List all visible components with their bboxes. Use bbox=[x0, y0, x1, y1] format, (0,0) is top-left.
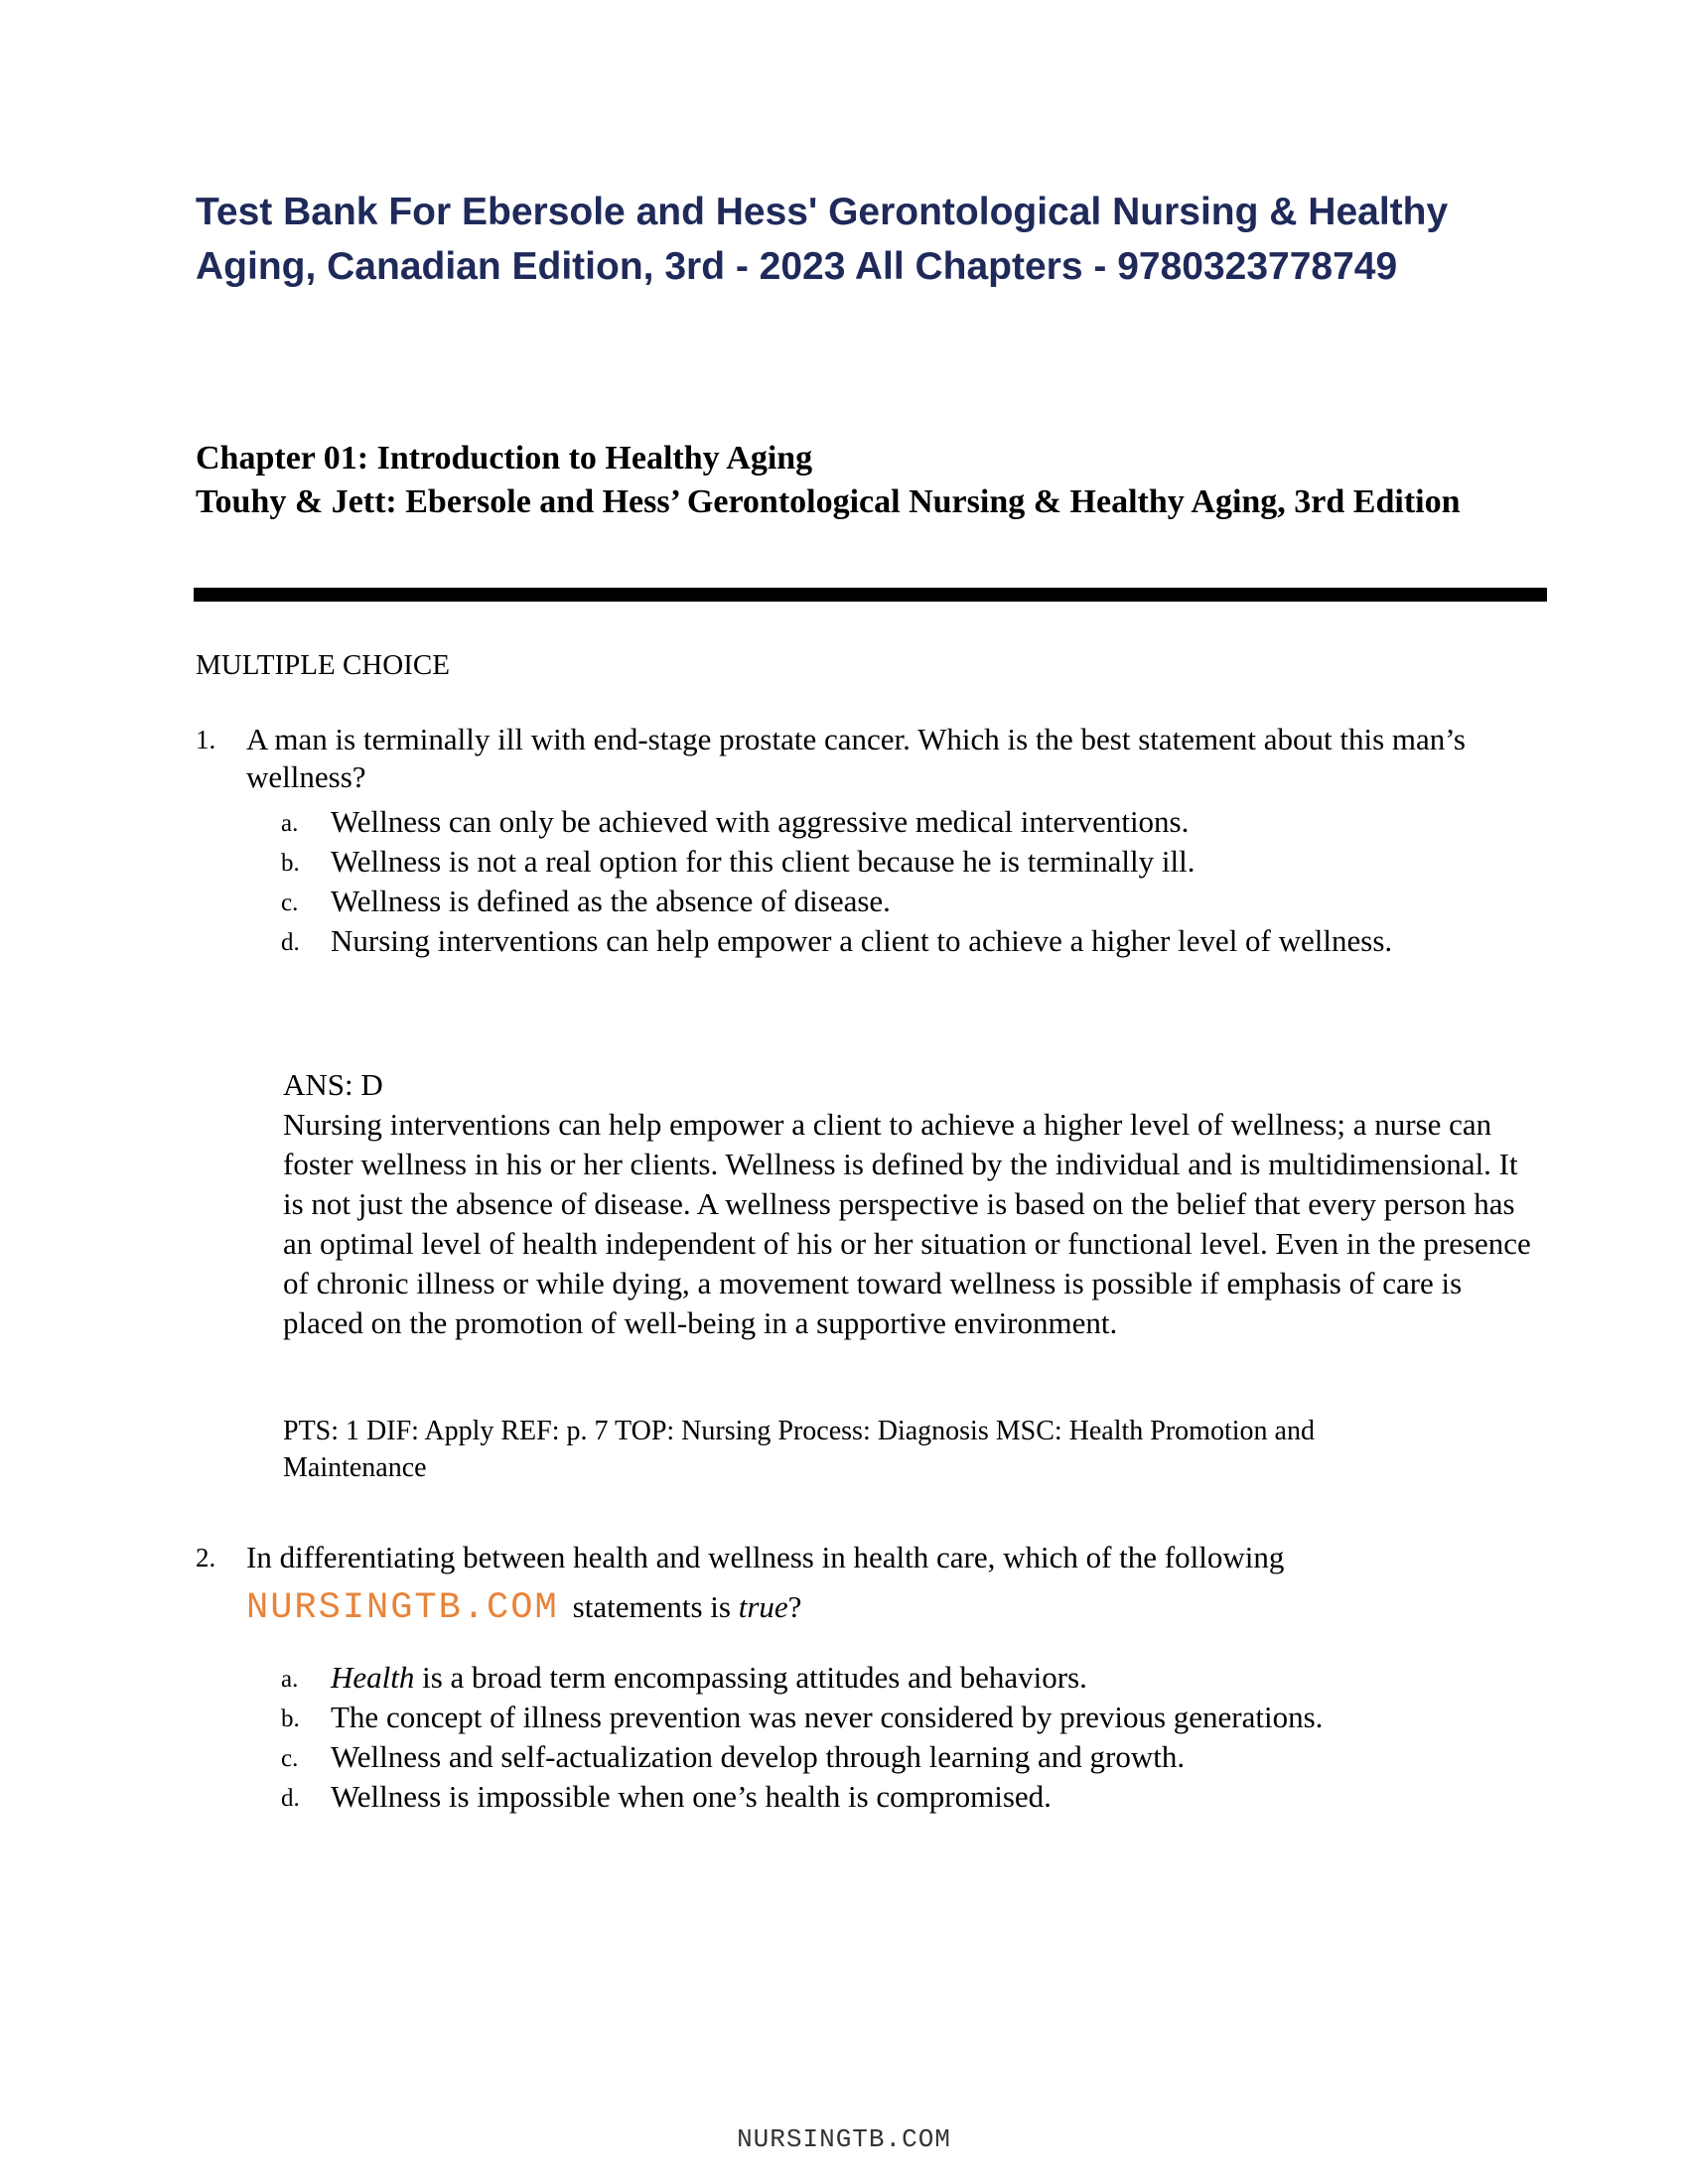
answer-block bbox=[283, 1065, 1544, 1343]
option-text: Nursing interventions can help empower a client to achieve a higher level of wellness. bbox=[331, 923, 1393, 958]
option-b bbox=[281, 1698, 1502, 1737]
option-a bbox=[281, 1658, 1502, 1698]
option-text: is a broad term encompassing attitudes and behaviors. bbox=[414, 1660, 1087, 1695]
question-text: A man is terminally ill with end-stage prostate cancer. Which is the best statement about this man’s wellness? bbox=[246, 722, 1466, 794]
option-letter: c. bbox=[281, 1745, 299, 1772]
watermark-logo: NURSINGTB.COM bbox=[246, 1587, 559, 1629]
question-1-stem bbox=[196, 721, 1506, 796]
option-text: The concept of illness prevention was never considered by previous generations. bbox=[331, 1700, 1324, 1734]
question-number: 1. bbox=[196, 725, 216, 754]
option-text: Wellness and self-actualization develop through learning and growth. bbox=[331, 1739, 1186, 1774]
option-c bbox=[281, 882, 1502, 921]
option-text: Wellness is not a real option for this client because he is terminally ill. bbox=[331, 844, 1196, 879]
option-d bbox=[281, 1777, 1502, 1817]
option-letter: a. bbox=[281, 1666, 299, 1693]
question-1-options bbox=[281, 802, 1502, 961]
section-label: MULTIPLE CHOICE bbox=[196, 649, 450, 681]
chapter-heading bbox=[196, 437, 1486, 524]
question-end: ? bbox=[787, 1589, 802, 1624]
question-text: In differentiating between health and wellness in health care, which of the following bbox=[246, 1540, 1285, 1574]
chapter-title: Chapter 01: Introduction to Healthy Aging bbox=[196, 440, 813, 477]
question-2-stem bbox=[196, 1539, 1506, 1627]
book-citation: Touhy & Jett: Ebersole and Hess’ Gerontological Nursing & Healthy Aging, 3rd Edition bbox=[196, 483, 1461, 520]
option-text: Wellness is impossible when one’s health is compromised. bbox=[331, 1779, 1052, 1814]
question-2-options bbox=[281, 1658, 1502, 1817]
answer-key: ANS: D bbox=[283, 1067, 383, 1102]
option-b bbox=[281, 842, 1502, 882]
option-letter: c. bbox=[281, 889, 299, 916]
option-letter: b. bbox=[281, 1706, 300, 1732]
option-c bbox=[281, 1737, 1502, 1777]
question-number: 2. bbox=[196, 1543, 216, 1572]
question-text-continued bbox=[246, 1588, 1506, 1627]
emphasis-word: true bbox=[738, 1589, 788, 1624]
option-emphasis: Health bbox=[331, 1660, 415, 1695]
heading-divider bbox=[194, 588, 1547, 602]
option-letter: a. bbox=[281, 810, 299, 837]
question-text-part2: statements is bbox=[572, 1589, 731, 1624]
option-d bbox=[281, 921, 1502, 961]
question-metadata: PTS: 1 DIF: Apply REF: p. 7 TOP: Nursing Process: Diagnosis MSC: Health Promotion and Maintenance bbox=[283, 1416, 1315, 1483]
page-title: Test Bank For Ebersole and Hess' Gerontological Nursing & Healthy Aging, Canadian Edition, 3rd - 2023 All Chapters - 9780323778749 bbox=[196, 191, 1449, 288]
page-footer: NURSINGTB.COM bbox=[737, 2124, 951, 2154]
option-letter: d. bbox=[281, 1785, 300, 1812]
option-letter: d. bbox=[281, 929, 300, 956]
option-a bbox=[281, 802, 1502, 842]
answer-rationale: Nursing interventions can help empower a client to achieve a higher level of wellness; a nurse can foster wellness in his or her clients. Wellness is defined by the individual and is multidimensional. It is not just the absence of disease. A wellness perspective is based on the belief that every person has an optimal level of health independent of his or her situation or functional level. Even in the presence of chronic illness or while dying, a movement toward wellness is possible if emphasis of care is placed on the promotion of well-being in a supportive environment. bbox=[283, 1107, 1531, 1340]
option-letter: b. bbox=[281, 850, 300, 877]
option-text: Wellness is defined as the absence of disease. bbox=[331, 884, 891, 918]
option-text: Wellness can only be achieved with aggressive medical interventions. bbox=[331, 804, 1190, 839]
